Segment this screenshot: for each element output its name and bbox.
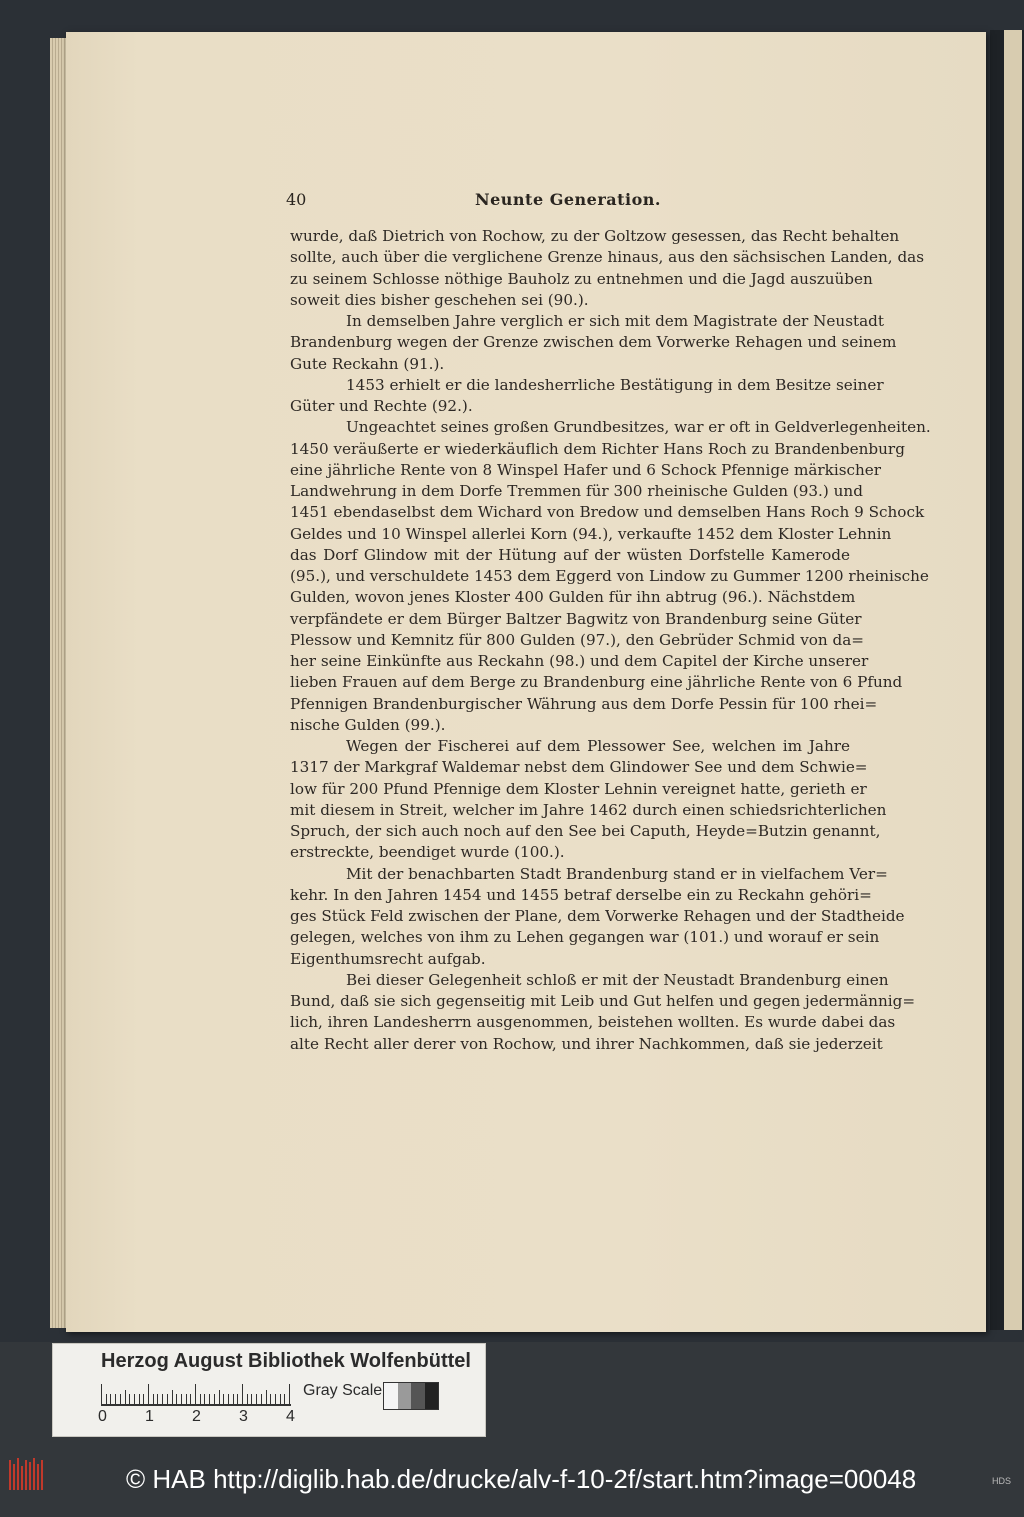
scale-ruler [101, 1382, 291, 1406]
ruler-number: 3 [239, 1408, 248, 1425]
text-line: Ungeachtet seines großen Grundbesitzes, war er oft in Geldverlegenheiten. [346, 418, 931, 437]
page-number: 40 [286, 190, 307, 209]
text-line: Gute Reckahn (91.). [290, 354, 445, 373]
ruler-tick [153, 1394, 154, 1404]
text-line: verpfändete er dem Bürger Baltzer Bagwitz von Brandenburg seine Güter [290, 609, 862, 628]
ruler-tick [134, 1394, 135, 1404]
ruler-tick [266, 1390, 267, 1404]
text-line: kehr. In den Jahren 1454 und 1455 betraf derselbe ein zu Reckahn gehöri= [290, 885, 872, 904]
ruler-tick [204, 1394, 205, 1404]
text-line: Plessow und Kemnitz für 800 Gulden (97.), den Gebrüder Schmid von da= [290, 630, 865, 649]
gray-scale-patches [383, 1382, 439, 1410]
color-card [52, 1343, 486, 1437]
ruler-tick [143, 1394, 144, 1404]
text-line: zu seinem Schlosse nöthige Bauholz zu entnehmen und die Jagd auszuüben [290, 269, 873, 288]
text-line: ges Stück Feld zwischen der Plane, dem Vorwerke Rehagen und der Stadtheide [290, 907, 905, 925]
text-line: Güter und Rechte (92.). [290, 397, 473, 415]
text-line: Landwehrung in dem Dorfe Tremmen für 300 rheinische Gulden (93.) und [290, 482, 863, 500]
copyright-link[interactable]: © HAB http://diglib.hab.de/drucke/alv-f-10-2f/start.htm?image=00048 [126, 1464, 917, 1494]
ruler-tick [172, 1390, 173, 1404]
text-line: 1451 ebendaselbst dem Wichard von Bredow und demselben Hans Roch 9 Schock [290, 503, 925, 522]
text-line: In demselben Jahre verglich er sich mit dem Magistrate der Neustadt [346, 312, 884, 330]
ruler-tick [209, 1394, 210, 1404]
ruler-tick [280, 1394, 281, 1404]
ruler-tick [190, 1394, 191, 1404]
ruler-tick [181, 1394, 182, 1404]
ruler-tick [157, 1394, 158, 1404]
ruler-tick [115, 1394, 116, 1404]
ruler-tick [139, 1394, 140, 1404]
next-page-strip [1004, 30, 1022, 1330]
ruler-tick [242, 1384, 243, 1404]
library-name: Herzog August Bibliothek Wolfenbüttel [101, 1350, 471, 1372]
ruler-tick [275, 1394, 276, 1404]
gray-patch [384, 1383, 398, 1409]
ruler-tick [223, 1394, 224, 1404]
ruler-number: 4 [286, 1408, 295, 1425]
ruler-tick [284, 1394, 285, 1404]
ruler-tick [200, 1394, 201, 1404]
text-line: lieben Frauen auf dem Berge zu Brandenburg eine jährliche Rente von 6 Pfund [290, 673, 903, 692]
ruler-tick [101, 1384, 102, 1404]
gray-patch [425, 1383, 439, 1409]
ruler-number: 2 [192, 1408, 201, 1425]
text-line: Bund, daß sie sich gegenseitig mit Leib und Gut helfen und gegen jedermännig= [290, 992, 916, 1010]
ruler-tick [289, 1384, 290, 1404]
ruler-tick [148, 1384, 149, 1404]
ruler-tick [251, 1394, 252, 1404]
ruler-number: 1 [145, 1408, 154, 1425]
text-line: wurde, daß Dietrich von Rochow, zu der Goltzow gesessen, das Recht behalten [290, 227, 900, 245]
text-line: 1453 erhielt er die landesherrliche Bestätigung in dem Besitze seiner [346, 375, 884, 394]
text-line: das Dorf Glindow mit der Hütung auf der wüsten Dorfstelle Kamerode [290, 545, 850, 564]
ruler-tick [167, 1394, 168, 1404]
text-line: soweit dies bisher geschehen sei (90.). [290, 290, 589, 309]
ruler-tick [270, 1394, 271, 1404]
page-header [286, 190, 850, 214]
text-line: Brandenburg wegen der Grenze zwischen dem Vorwerke Rehagen und seinem [290, 333, 897, 352]
ruler-number: 0 [98, 1408, 107, 1425]
gray-scale-label: Gray Scale [303, 1382, 383, 1399]
ruler-tick [162, 1394, 163, 1404]
text-line: Spruch, der sich auch noch auf den See bei Caputh, Heyde=Butzin genannt, [290, 822, 881, 840]
text-line: nische Gulden (99.). [290, 715, 446, 734]
ruler-tick [106, 1394, 107, 1404]
text-line: lich, ihren Landesherrn ausgenommen, beistehen wollten. Es wurde dabei das [290, 1013, 896, 1032]
text-line: gelegen, welches von ihm zu Lehen gegangen war (101.) und worauf er sein [290, 928, 880, 947]
ruler-tick [237, 1394, 238, 1404]
ruler-tick [110, 1394, 111, 1404]
ruler-tick [129, 1394, 130, 1404]
text-line: erstreckte, beendiget wurde (100.). [290, 843, 565, 862]
body-text [290, 226, 931, 1055]
text-line: (95.), und verschuldete 1453 dem Eggerd von Lindow zu Gummer 1200 rheinische [290, 567, 929, 585]
ruler-tick [247, 1394, 248, 1404]
text-line: Mit der benachbarten Stadt Brandenburg stand er in vielfachem Ver= [346, 864, 888, 883]
ruler-tick [219, 1390, 220, 1404]
hab-logo-icon [6, 1452, 48, 1498]
ruler-tick [176, 1394, 177, 1404]
ruler-tick [233, 1394, 234, 1404]
text-line: low für 200 Pfund Pfennige dem Kloster Lehnin vereignet hatte, gerieth er [290, 779, 867, 798]
running-title: Neunte Generation. [474, 190, 661, 209]
ruler-tick [125, 1390, 126, 1404]
text-line: Wegen der Fischerei auf dem Plessower See, welchen im Jahre [346, 737, 850, 755]
ruler-tick [195, 1384, 196, 1404]
text-line: alte Recht aller derer von Rochow, und ihrer Nachkommen, daß sie jederzeit [290, 1034, 883, 1053]
ruler-tick [261, 1394, 262, 1404]
gray-patch [398, 1383, 412, 1409]
ruler-numbers [98, 1408, 298, 1430]
text-line: eine jährliche Rente von 8 Winspel Hafer und 6 Schock Pfennige märkischer [290, 460, 882, 479]
text-line: Geldes und 10 Winspel allerlei Korn (94.), verkaufte 1452 dem Kloster Lehnin [290, 524, 892, 543]
text-line: mit diesem in Streit, welcher im Jahre 1462 durch einen schiedsrichterlichen [290, 800, 887, 819]
ruler-tick [214, 1394, 215, 1404]
gray-patch [411, 1383, 425, 1409]
text-line: sollte, auch über die verglichene Grenze hinaus, aus den sächsischen Landen, das [290, 248, 925, 267]
text-line: Gulden, wovon jenes Kloster 400 Gulden für ihn abtrug (96.). Nächstdem [290, 588, 856, 607]
ruler-tick [256, 1394, 257, 1404]
text-line: Pfennigen Brandenburgischer Währung aus dem Dorfe Pessin für 100 rhei= [290, 694, 878, 713]
text-line: 1317 der Markgraf Waldemar nebst dem Glindower See und dem Schwie= [290, 758, 868, 777]
text-line: Bei dieser Gelegenheit schloß er mit der Neustadt Brandenburg einen [346, 970, 889, 989]
ruler-tick [228, 1394, 229, 1404]
text-line: her seine Einkünfte aus Reckahn (98.) und dem Capitel der Kirche unserer [290, 652, 869, 670]
text-line: 1450 veräußerte er wiederkäuflich dem Richter Hans Roch zu Brandenbenburg [290, 439, 905, 458]
ruler-tick [186, 1394, 187, 1404]
viewer-mark: HDS [992, 1476, 1012, 1486]
ruler-tick [120, 1394, 121, 1404]
next-page-edge [990, 30, 1024, 1330]
text-line: Eigenthumsrecht aufgab. [290, 949, 486, 968]
